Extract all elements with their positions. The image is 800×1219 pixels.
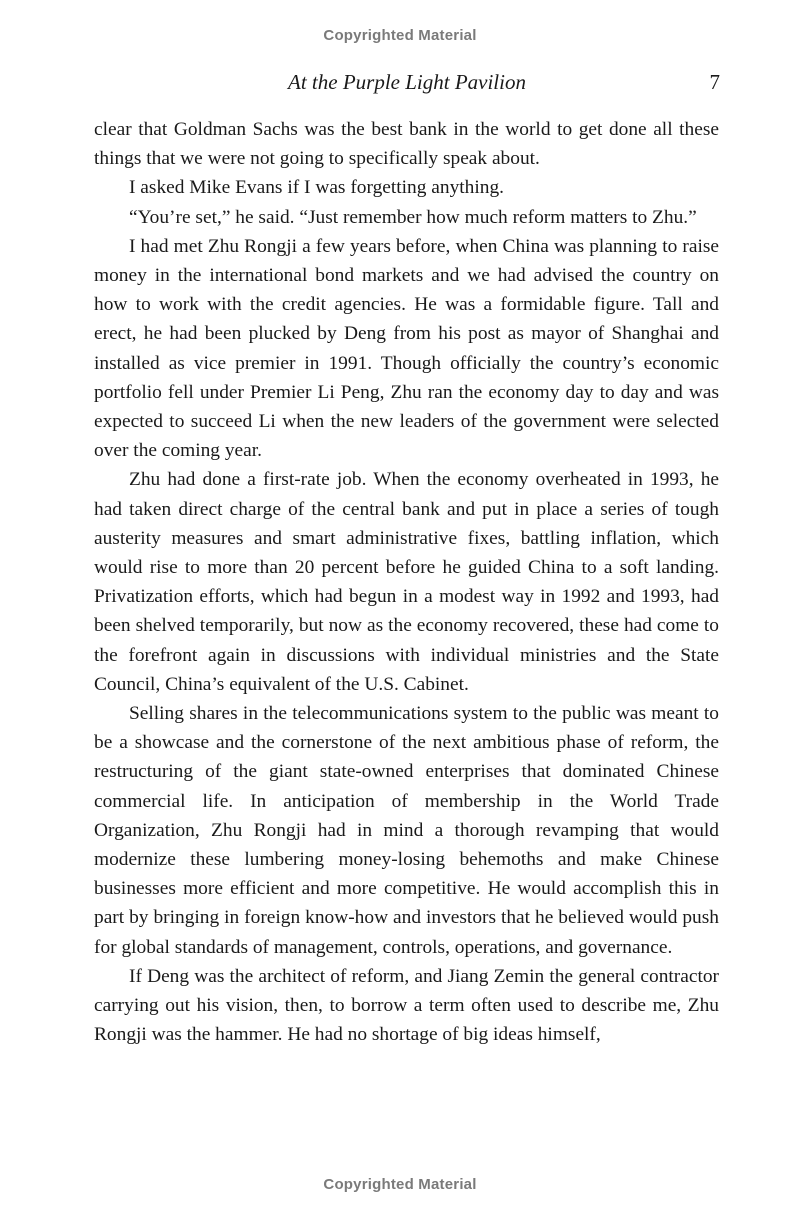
body-text [94, 115, 719, 1050]
running-header [94, 70, 720, 100]
copyright-watermark-top: Copyrighted Material [323, 27, 477, 44]
paragraph: Zhu had done a first-rate job. When the economy overheated in 1993, he had taken direct charge of the central bank and put in place a series of tough austerity measures and smart administrative fixes, battling inflation, which would rise to more than 20 percent before he guided China to a soft landing. Privatization efforts, which had begun in a modest way in 1992 and 1993, had been shelved temporarily, but now as the economy recovered, these had come to the forefront again in discussions with individual ministries and the State Council, China’s equivalent of the U.S. Cabinet. [94, 469, 719, 695]
paragraph: clear that Goldman Sachs was the best bank in the world to get done all these things that we were not going to specifically speak about. [94, 119, 719, 170]
paragraph: I had met Zhu Rongji a few years before, when China was planning to raise money in the international bond markets and we had advised the country on how to work with the credit agencies. He was a formidable figure. Tall and erect, he had been plucked by Deng from his post as mayor of Shanghai and installed as vice premier in 1991. Though officially the country’s economic portfolio fell under Premier Li Peng, Zhu ran the economy day to day and was expected to succeed Li when the new leaders of the government were selected over the coming year. [94, 235, 719, 462]
paragraph: If Deng was the architect of reform, and Jiang Zemin the general contractor carrying out his vision, then, to borrow a term often used to describe me, Zhu Rongji was the hammer. He had no shortage of big ideas himself, [94, 965, 719, 1046]
copyright-watermark-bottom: Copyrighted Material [323, 1176, 477, 1193]
page-number: 7 [709, 70, 720, 94]
paragraph: I asked Mike Evans if I was forgetting anything. [129, 177, 504, 199]
paragraph: “You’re set,” he said. “Just remember how much reform matters to Zhu.” [129, 206, 697, 228]
paragraph: Selling shares in the telecommunications system to the public was meant to be a showcase and the cornerstone of the next ambitious phase of reform, the restructuring of the giant state-owned enterprises that dominated Chinese commercial life. In anticipation of membership in the World Trade Organization, Zhu Rongji had in mind a thorough revamping that would modernize these lumbering money-losing behemoths and make Chinese businesses more efficient and more competitive. He would accomplish this in part by bringing in foreign know-how and investors that he believed would push for global standards of management, controls, operations, and governance. [94, 703, 719, 958]
running-title: At the Purple Light Pavilion [288, 70, 526, 94]
